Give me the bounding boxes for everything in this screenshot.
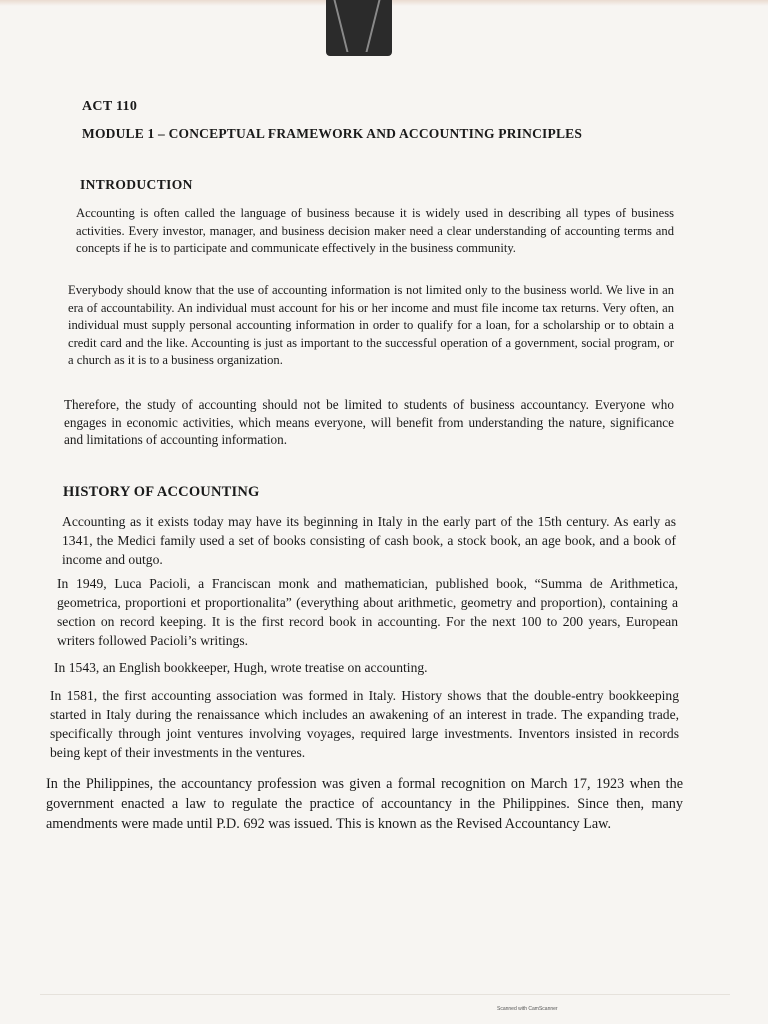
scanner-watermark: Scanned with CamScanner xyxy=(497,1006,558,1012)
introduction-paragraph-1: Accounting is often called the language of business because it is widely used in describing all types of business activities. Every investor, manager, and business decision maker need a clear understanding of accounting terms and concepts if he is to participate and communicate effectively in the business community. xyxy=(76,206,674,255)
history-paragraph-3: In 1543, an English bookkeeper, Hugh, wrote treatise on accounting. xyxy=(54,660,428,675)
binder-clip-image xyxy=(326,0,392,56)
introduction-paragraph-2: Everybody should know that the use of accounting information is not limited only to the business world. We live in an era of accountability. An individual must account for his or her income and must file income tax returns. Very often, an individual must supply personal accounting information in order to qualify for a loan, for a scholarship or to obtain a credit card and the like. Accounting is just as important to the successful operation of a government, social program, or a church as it is to a business organization. xyxy=(68,283,674,367)
page-bottom-edge xyxy=(40,994,730,995)
history-heading: HISTORY OF ACCOUNTING xyxy=(63,484,260,500)
history-paragraph-2: In 1949, Luca Pacioli, a Franciscan monk and mathematician, published book, “Summa de Arithmetica, geometrica, proportioni et proportionalita” (everything about arithmetic, geometry and proportion), containing a section on record keeping. It is the first record book in accounting. For the next 100 to 200 years, European writers followed Pacioli’s writings. xyxy=(57,576,678,648)
introduction-paragraph-3: Therefore, the study of accounting should not be limited to students of business accountancy. Everyone who engages in economic activities, which means everyone, will benefit from understanding the nature, significance and limitations of accounting information. xyxy=(64,397,674,447)
course-code: ACT 110 xyxy=(82,99,138,114)
history-paragraph-1: Accounting as it exists today may have its beginning in Italy in the early part of the 15th century. As early as 1341, the Medici family used a set of books consisting of cash book, a stock book, an age book, and a book of income and outgo. xyxy=(62,514,676,567)
introduction-heading: INTRODUCTION xyxy=(80,177,193,192)
history-paragraph-5: In the Philippines, the accountancy profession was given a formal recognition on March 17, 1923 when the government enacted a law to regulate the practice of accountancy in the Philippines. Since then, many amendments were made until P.D. 692 was issued. This is known as the Revised Accountancy Law. xyxy=(46,776,683,832)
module-title: MODULE 1 – CONCEPTUAL FRAMEWORK AND ACCOUNTING PRINCIPLES xyxy=(82,126,583,141)
history-paragraph-4: In 1581, the first accounting association was formed in Italy. History shows that the double-entry bookkeeping started in Italy during the renaissance which includes an awakening of an interest in trade. The expanding trade, specifically through joint ventures involving voyages, required large investments. Inventors insisted in records being kept of their investments in the ventures. xyxy=(50,688,679,760)
